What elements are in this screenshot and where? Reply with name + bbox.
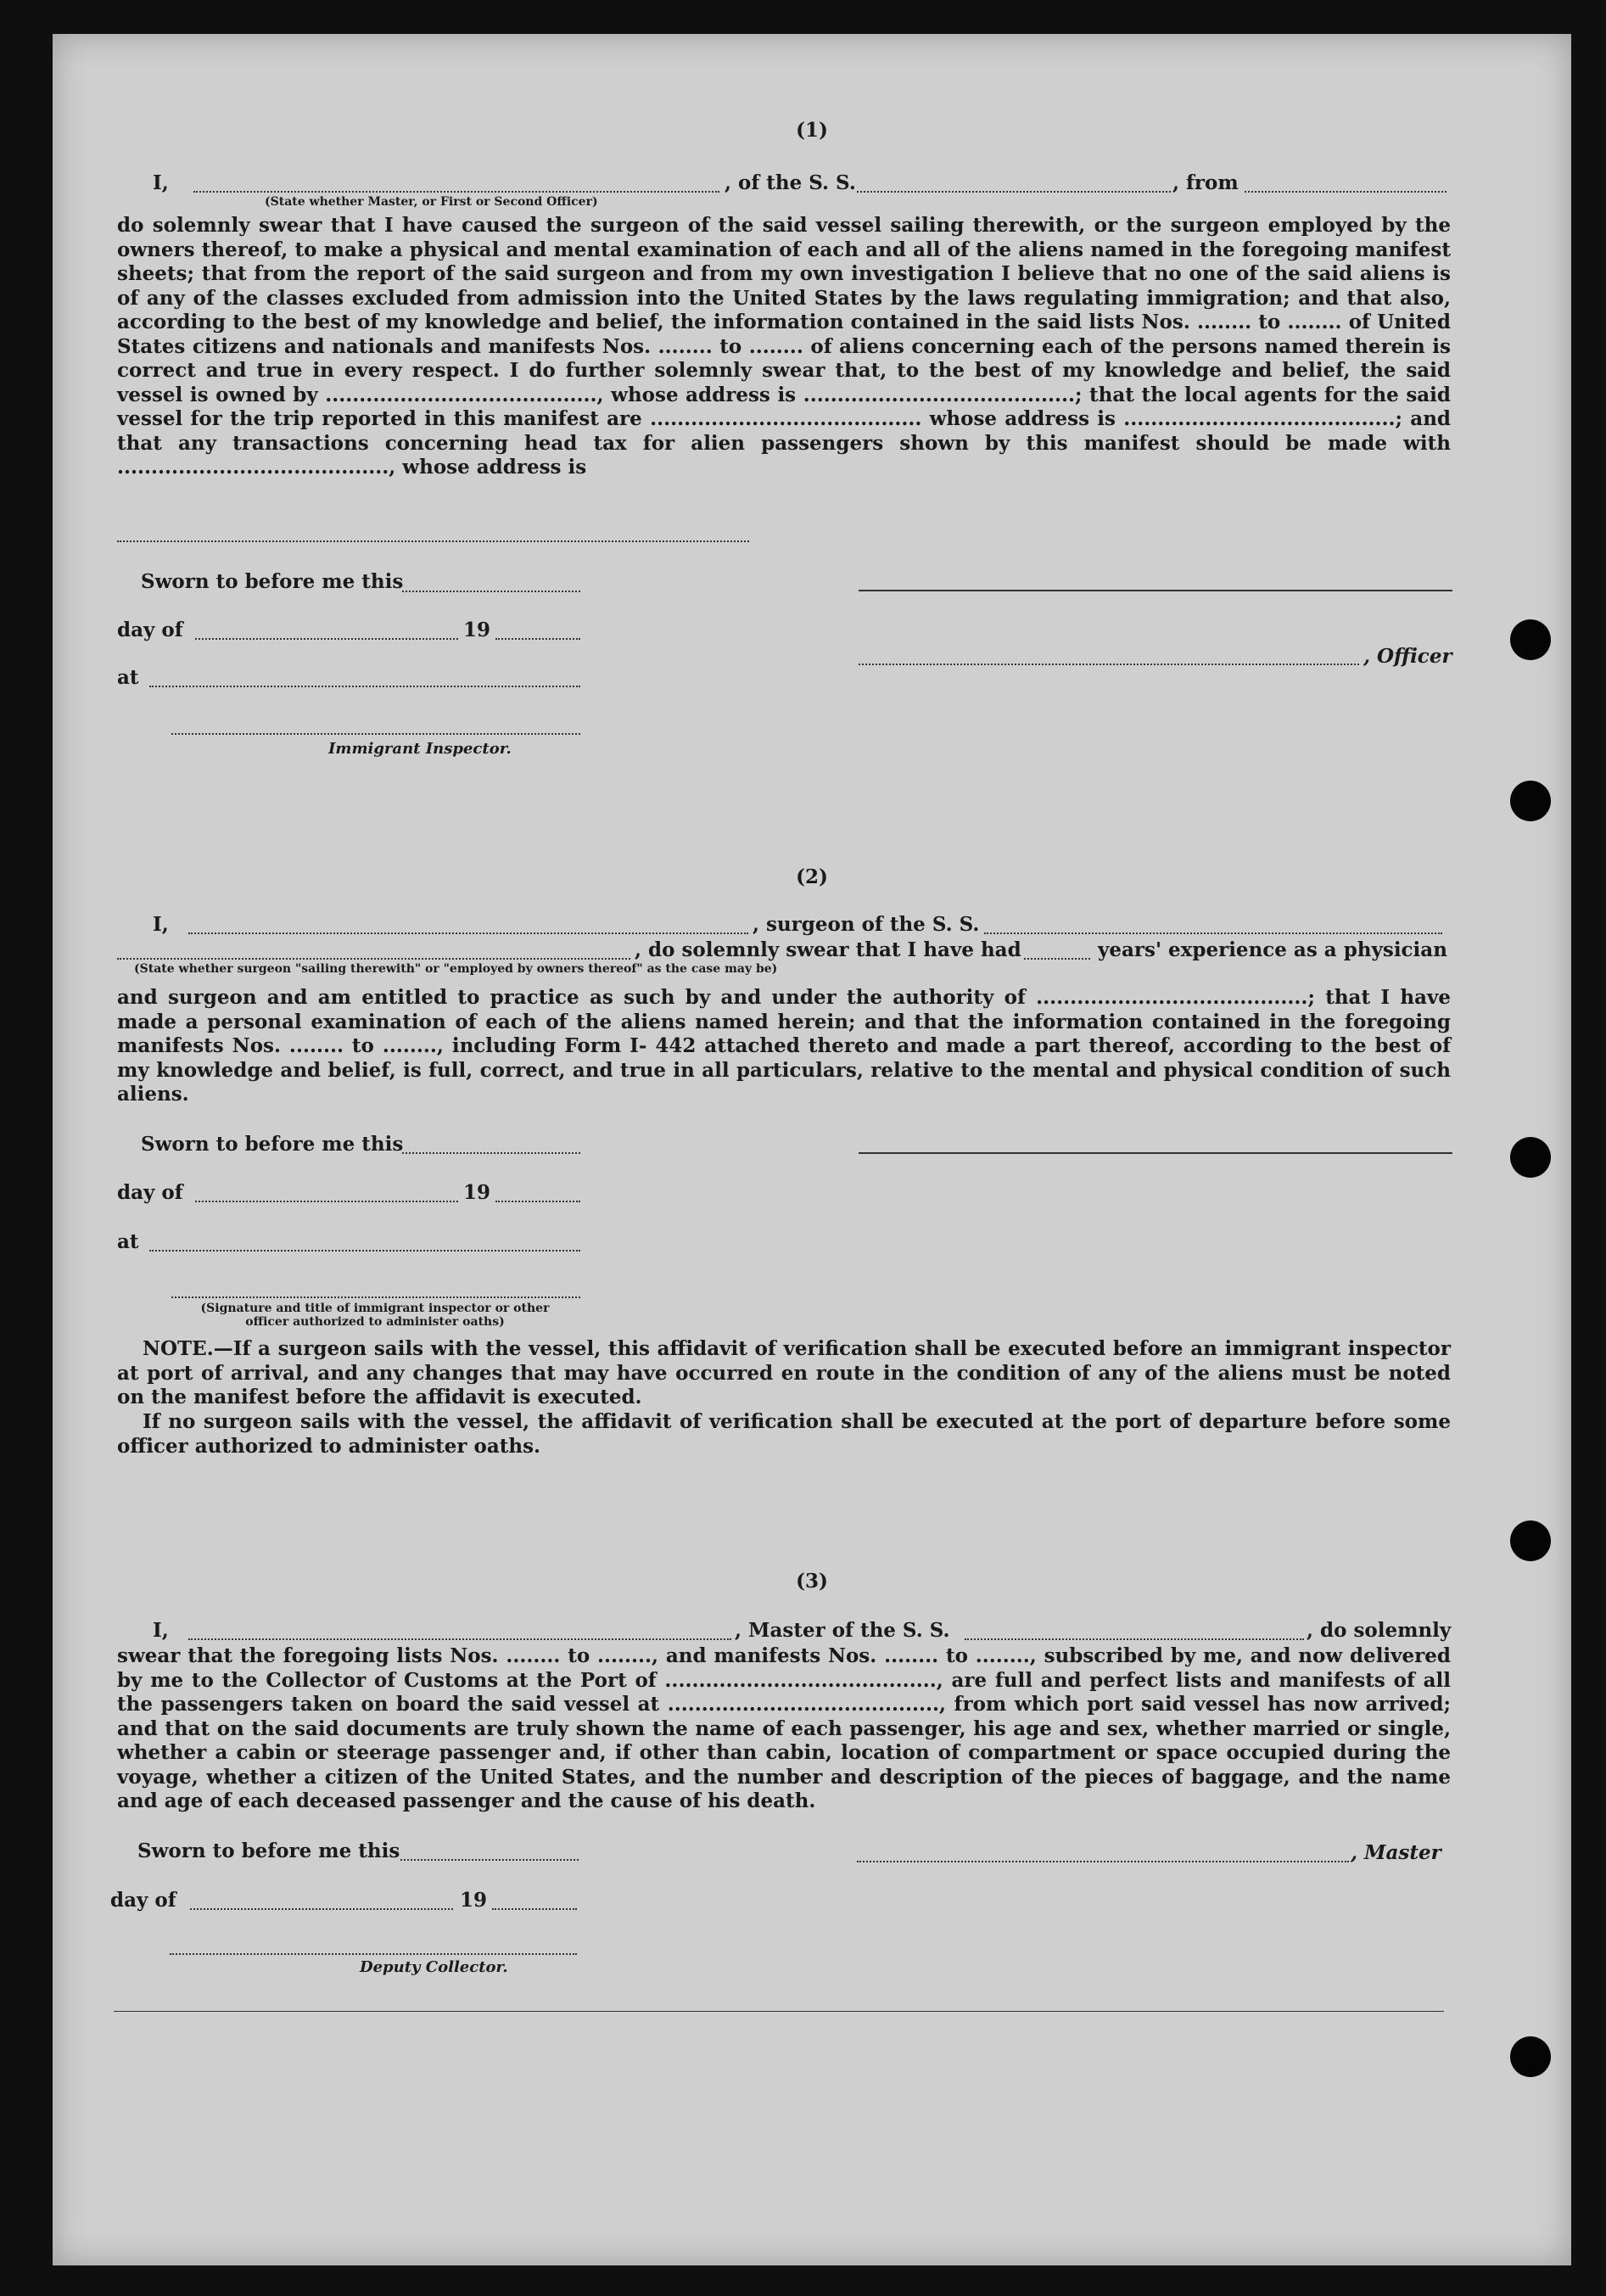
aff2-vessel-field[interactable] [984, 932, 1442, 934]
aff3-body: swear that the foregoing lists Nos. ........ to ........, and manifests Nos. ........ to ........, subscribed by me, and now delivered by me to the Collector of Customs at the Port of ........................................, are full and perfect lists and manifests of all the passengers taken on board the said vessel at ........................................, from which port said vessel has now arrived; and that on the said documents are truly shown the name of each passenger, his age and sex, whether married or single, whether a cabin or steerage passenger and, if other than cabin, location of compartment or space occupied during the voyage, whether a citizen of the United States, and the number and description of the pieces of baggage, and the name and age of each deceased passenger and the cause of his death. [117, 1644, 1451, 1812]
aff1-year-field[interactable] [495, 638, 580, 640]
aff3-sworn-date-field[interactable] [400, 1859, 579, 1861]
aff3-deputy-label: Deputy Collector. [360, 1958, 508, 1976]
officer-title-line[interactable] [859, 664, 1359, 665]
aff3-master-ss-label: , Master of the S. S. [735, 1619, 950, 1642]
head-tax-address-field[interactable] [117, 540, 749, 542]
inspector-signature-line[interactable] [171, 733, 580, 735]
vessel-name-field[interactable] [857, 191, 1171, 193]
aff3-i-label: I, [153, 1619, 169, 1642]
aff3-dayof-label: day of [110, 1889, 176, 1912]
aff2-years-label: years' experience as a physician [1098, 938, 1447, 961]
aff2-year-field[interactable] [495, 1201, 580, 1202]
binder-hole [1510, 1137, 1551, 1178]
aff1-at-field[interactable] [149, 686, 580, 687]
officer-name-field[interactable] [193, 191, 719, 193]
aff2-month-field[interactable] [195, 1201, 458, 1202]
aff2-dayof-label: day of [117, 1181, 183, 1204]
aff2-i-label: I, [153, 913, 169, 936]
section-number-1: (1) [796, 119, 828, 142]
years-experience-field[interactable] [1024, 958, 1090, 960]
aff1-body: do solemnly swear that I have caused the surgeon of the said vessel sailing therewith, or the surgeon employed by the owners thereof, to make a physical and mental examination of each and all of the aliens named in the foregoing manifest sheets; that from the report of the said surgeon and from my own investigation I believe that no one of the said aliens is of any of the classes excluded from admission into the United States by the laws regulating immigration; and that also, according to the best of my knowledge and belief, the information contained in the said lists Nos. ........ to ........ of United States citizens and nationals and manifests Nos. ........ to ........ of aliens concerning each of the persons named therein is correct and true in every respect. I do further solemnly swear that, to the best of my knowledge and belief, the said vessel is owned by ........................................, whose address is ........................................; that the local agents for the said vessel for the trip reported in this manifest are ........................................ whose address is ........................................; and that any transactions concerning head tax for alien passengers shown by this manifest should be made with ........................................, whose address is [117, 214, 1451, 479]
aff3-solemnly-label: , do solemnly [1307, 1619, 1452, 1642]
aff1-at-label: at [117, 666, 139, 689]
from-port-field[interactable] [1245, 191, 1447, 193]
footer-rule [114, 2011, 1444, 2012]
aff1-sworn-date-field[interactable] [402, 591, 580, 592]
aff2-note-2: If no surgeon sails with the vessel, the affidavit of verification shall be executed at the port of departure before some officer authorized to administer oaths. [117, 1410, 1451, 1458]
aff3-year-field[interactable] [492, 1908, 577, 1910]
aff1-dayof-label: day of [117, 619, 183, 641]
surgeon-name-field[interactable] [188, 932, 748, 934]
aff2-sworn-label: Sworn to before me this [141, 1133, 404, 1156]
binder-hole [1510, 781, 1551, 821]
aff2-nineteen: 19 [463, 1181, 491, 1204]
aff2-body: and surgeon and am entitled to practice as such by and under the authority of ........................................; that I have made a personal examination of each of the aliens named herein; and that the information contained in the foregoing manifests Nos. ........ to ........, including Form I- 442 attached thereto and made a part thereof, according to the best of my knowledge and belief, is full, correct, and true in all particulars, relative to the mental and physical condition of such aliens. [117, 986, 1451, 1106]
binder-hole [1510, 1520, 1551, 1561]
binder-hole [1510, 2036, 1551, 2077]
aff2-at-label: at [117, 1230, 139, 1253]
deputy-signature-line[interactable] [170, 1953, 577, 1955]
surgeon-signature-line[interactable] [859, 1152, 1452, 1154]
section-number-3: (3) [796, 1570, 828, 1593]
aff1-nineteen: 19 [463, 619, 491, 641]
aff2-caption: (State whether surgeon "sailing therewith" or "employed by owners thereof" as the case may be) [134, 962, 778, 976]
aff1-sworn-label: Sworn to before me this [141, 570, 404, 593]
aff1-i-label: I, [153, 171, 169, 194]
aff2-note-1: NOTE.—If a surgeon sails with the vessel, this affidavit of verification shall be executed before an immigrant inspector at port of arrival, and any changes that may have occurred en route in the condition of any of the aliens must be noted on the manifest before the affidavit is executed. [117, 1337, 1451, 1408]
aff1-month-field[interactable] [195, 638, 458, 640]
officer-signature-line[interactable] [859, 590, 1452, 591]
aff3-master-label: , Master [1351, 1841, 1441, 1864]
aff1-ss-label: , of the S. S. [725, 171, 856, 194]
aff1-caption: (State whether Master, or First or Second Officer) [265, 195, 598, 209]
surgeon-status-field[interactable] [117, 958, 630, 960]
aff1-from-label: , from [1172, 171, 1239, 194]
aff2-inspector-signature-line[interactable] [171, 1296, 580, 1298]
binder-hole [1510, 619, 1551, 660]
aff1-inspector-label: Immigrant Inspector. [328, 740, 512, 758]
aff1-officer-label: , Officer [1363, 645, 1452, 668]
aff2-signature-caption: (Signature and title of immigrant inspector or other officer authorized to administer oaths) [200, 1302, 550, 1329]
aff2-at-field[interactable] [149, 1250, 580, 1252]
aff2-surgeon-label: , surgeon of the S. S. [753, 913, 980, 936]
master-name-field[interactable] [188, 1638, 731, 1640]
manifest-sheet [53, 34, 1571, 2265]
aff2-swear-label: , do solemnly swear that I have had [635, 938, 1021, 961]
aff3-month-field[interactable] [190, 1908, 453, 1910]
aff3-nineteen: 19 [460, 1889, 488, 1912]
section-number-2: (2) [796, 865, 828, 888]
aff2-sworn-date-field[interactable] [402, 1152, 580, 1154]
aff3-sworn-label: Sworn to before me this [137, 1840, 400, 1862]
aff3-vessel-field[interactable] [965, 1638, 1304, 1640]
master-signature-line[interactable] [857, 1861, 1349, 1862]
